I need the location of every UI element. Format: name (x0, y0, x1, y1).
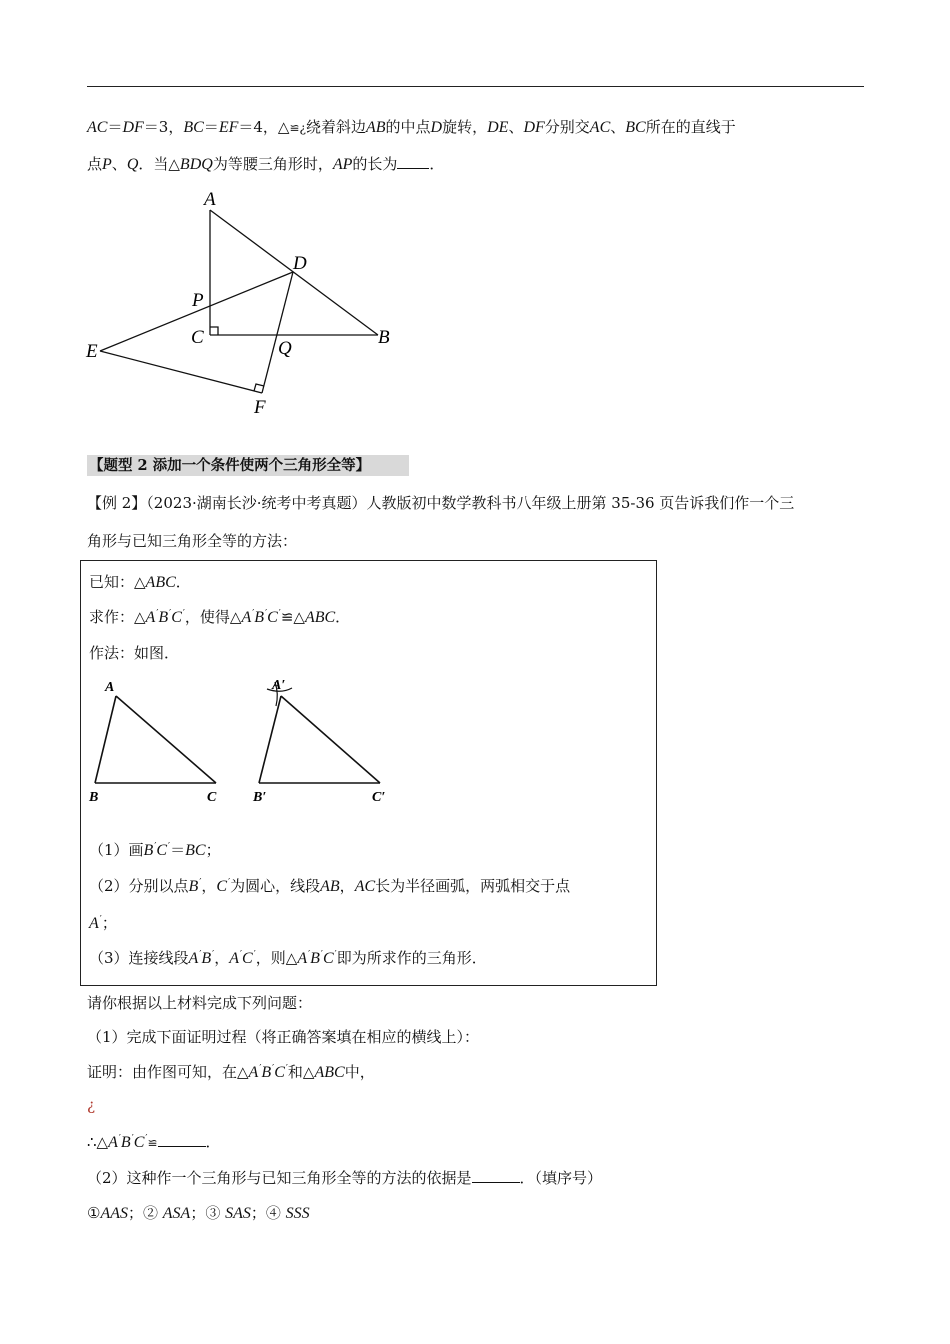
left-label-b: B (89, 790, 99, 805)
text: DF (523, 119, 545, 136)
text: ABC (314, 1064, 345, 1081)
text: ASA (162, 1205, 191, 1222)
options-line (87, 1202, 310, 1223)
text: ． (175, 573, 191, 591)
therefore-line (87, 1131, 221, 1152)
text: A (145, 609, 156, 626)
text: 和△ (287, 1063, 315, 1081)
text: 分别交 (544, 118, 590, 136)
label-e: E (86, 341, 98, 362)
text: ＝4，△ (238, 118, 290, 136)
text: A (229, 950, 239, 967)
text: C (274, 1064, 285, 1081)
text: AC (87, 119, 108, 136)
answer-blank (472, 1181, 520, 1183)
questions-intro: 请你根据以上材料完成下列问题： (87, 994, 313, 1012)
text: 证明：由作图可知，在△ (87, 1063, 249, 1081)
text: ≌△ (280, 608, 305, 626)
text: C (171, 609, 182, 626)
text: B (143, 842, 154, 859)
text: C (322, 950, 334, 967)
problem1-line1 (87, 116, 736, 137)
prime: ′ (240, 950, 243, 960)
text: B (188, 878, 199, 895)
text: 点 (87, 155, 103, 173)
answer-blank (158, 1145, 206, 1147)
prime: ′ (199, 878, 202, 888)
text: ＝ (203, 118, 219, 136)
proof-line (87, 1061, 375, 1082)
prime: ′ (334, 950, 337, 960)
text: ， (214, 949, 230, 967)
prime: ′ (199, 950, 202, 960)
label-b: B (378, 327, 390, 348)
left-label-c: C (207, 790, 217, 805)
segment-ef (100, 351, 262, 393)
prime: ′ (252, 609, 255, 619)
text: AB (365, 119, 386, 136)
text: DF (122, 119, 144, 136)
answer-blank (397, 167, 429, 169)
text: 的中点 (385, 118, 431, 136)
text: B (120, 1134, 131, 1151)
text: 为等腰三角形时， (212, 155, 333, 173)
text: A (241, 609, 252, 626)
text: ；④ (250, 1204, 286, 1222)
text: ； (205, 841, 221, 859)
label-q: Q (278, 338, 292, 359)
text: B (254, 609, 265, 626)
prime: ′ (308, 950, 311, 960)
text: 、 (111, 155, 127, 173)
label-p: P (192, 290, 204, 311)
text: 长为半径画弧，两弧相交于点 (375, 877, 571, 895)
text: SAS (225, 1205, 251, 1222)
text: A (248, 1064, 259, 1081)
text: EF (218, 119, 239, 136)
label-d: D (293, 253, 307, 274)
label-a: A (204, 189, 216, 210)
prime: ′ (99, 915, 102, 925)
text: D (430, 119, 443, 136)
text: P (102, 156, 112, 173)
text: 已知：△ (89, 573, 146, 591)
text: C (133, 1134, 145, 1151)
garbled-mark: ¿ (87, 1096, 96, 1114)
prime: ′ (154, 842, 157, 852)
text: DE (487, 119, 509, 136)
text: B (261, 1064, 272, 1081)
right-ab (259, 696, 281, 783)
text: 所在的直线于 (645, 118, 736, 136)
text: B (158, 609, 169, 626)
prime: ′ (265, 609, 268, 619)
text: ；② (128, 1204, 163, 1222)
text: ＝ (170, 841, 186, 859)
prime: ′ (272, 1064, 275, 1074)
text: BC (183, 119, 204, 136)
rotation-figure (80, 185, 410, 420)
text: ABC (145, 574, 176, 591)
text: A (297, 950, 308, 967)
prime: ′ (320, 950, 323, 960)
text: 、 (610, 118, 626, 136)
text: AC (354, 878, 376, 895)
prime: ′ (168, 842, 171, 852)
text: AC (589, 119, 611, 136)
right-angle-c (210, 327, 218, 335)
text: ，使得△ (184, 608, 242, 626)
problem1-line2 (87, 153, 444, 174)
text: 为圆心，线段 (230, 877, 321, 895)
text: ．（填序号） (519, 1169, 603, 1187)
text: A (89, 915, 99, 932)
text: ＝3， (143, 118, 184, 136)
text: ； (101, 914, 117, 932)
prime: ′ (182, 609, 185, 619)
text: ① (87, 1204, 101, 1222)
prime: ′ (285, 1064, 288, 1074)
right-label-c: C′ (372, 790, 386, 805)
question-1: （1）完成下面证明过程（将正确答案填在相应的横线上）： (87, 1028, 480, 1046)
example2-line1: 【例 2】（2023·湖南长沙·统考中考真题）人教版初中数学教科书八年级上册第 35-36 页告诉我们作一个三 (87, 494, 795, 512)
prime: ′ (253, 950, 256, 960)
text: ≌ (147, 1136, 158, 1150)
step3-line (89, 947, 487, 968)
construction-box (80, 560, 657, 986)
text: 、 (508, 118, 524, 136)
text: B (201, 950, 212, 967)
text: 求作：△ (89, 608, 146, 626)
text: ；③ (190, 1204, 226, 1222)
text: 旋转， (442, 118, 488, 136)
prime: ′ (278, 609, 281, 619)
text: ， (339, 877, 355, 895)
prime: ′ (212, 950, 215, 960)
header-rule (87, 86, 864, 87)
prime: ′ (118, 1134, 121, 1144)
text: 绕着斜边 (305, 118, 366, 136)
text: ， (201, 877, 217, 895)
right-label-a: A′ (272, 678, 286, 693)
text: AAS (100, 1205, 128, 1222)
text: ，则△ (255, 949, 298, 967)
left-ab (95, 696, 116, 783)
text: ∴△ (87, 1133, 109, 1151)
text: 中， (344, 1063, 375, 1081)
text: BDQ (179, 156, 213, 173)
prime: ′ (156, 609, 159, 619)
prime: ′ (228, 878, 231, 888)
text: SSS (285, 1205, 310, 1222)
text: C (242, 950, 253, 967)
text: ． (205, 1133, 221, 1151)
text: BC (625, 119, 646, 136)
text: AB (320, 878, 340, 895)
known-line (89, 571, 191, 592)
prime: ′ (131, 1134, 134, 1144)
section-heading: 【题型 2 添加一个条件使两个三角形全等】 (87, 455, 409, 476)
example2-line2: 角形与已知三角形全等的方法： (87, 532, 298, 550)
text: B (310, 950, 320, 967)
method-line: 作法：如图． (89, 644, 180, 662)
right-ac (281, 696, 380, 783)
step1-line (89, 839, 221, 860)
text: AP (332, 156, 353, 173)
text: 即为所求作的三角形． (336, 949, 487, 967)
text: （1）画 (89, 841, 144, 859)
text: C (156, 842, 168, 859)
step2-line (89, 875, 570, 896)
text: （3）连接线段 (89, 949, 189, 967)
left-ac (116, 696, 216, 783)
text: （2）这种作一个三角形与已知三角形全等的方法的依据是 (87, 1169, 472, 1187)
prime: ′ (259, 1064, 262, 1074)
text: 的长为 (352, 155, 398, 173)
text: Q (126, 156, 139, 173)
label-f: F (254, 397, 266, 418)
text: A (108, 1134, 118, 1151)
question-2 (87, 1167, 602, 1188)
text: ． (429, 155, 445, 173)
construction-figure (86, 676, 406, 806)
left-label-a: A (105, 680, 115, 695)
step2b-line (89, 912, 117, 933)
text: C (267, 609, 278, 626)
text: ABC (304, 609, 336, 626)
prime: ′ (169, 609, 172, 619)
text: A (188, 950, 199, 967)
text: BC (185, 842, 206, 859)
find-line (89, 606, 350, 627)
label-c: C (191, 327, 204, 348)
text: ． (335, 608, 351, 626)
prime: ′ (145, 1134, 148, 1144)
text: ≌¿ (289, 121, 306, 135)
text: （2）分别以点 (89, 877, 189, 895)
text: ．当△ (138, 155, 180, 173)
segment-df (262, 272, 293, 393)
text: ＝ (107, 118, 123, 136)
right-label-b: B′ (253, 790, 267, 805)
text: C (216, 878, 228, 895)
